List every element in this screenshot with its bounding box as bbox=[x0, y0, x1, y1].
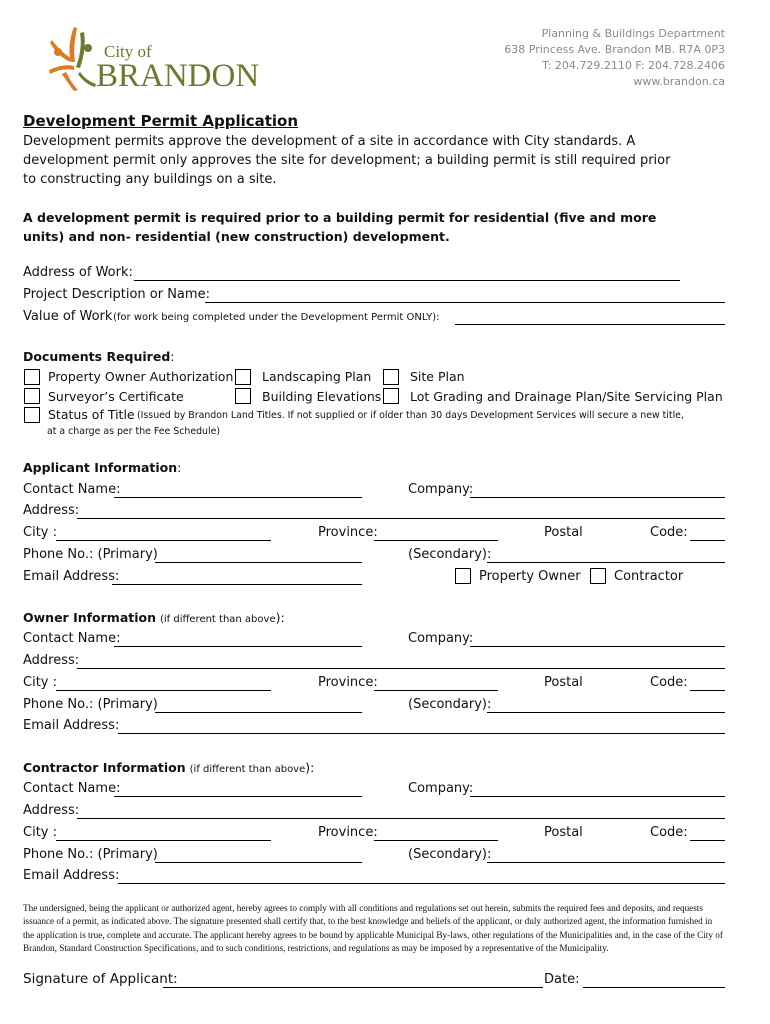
applicant-company-field[interactable] bbox=[470, 497, 725, 498]
contractor-heading bbox=[23, 760, 314, 775]
owner-company-label: Company: bbox=[408, 631, 474, 646]
project-description-label: Project Description or Name: bbox=[23, 287, 210, 302]
owner-phone-field[interactable] bbox=[155, 712, 362, 713]
applicant-code-field[interactable] bbox=[690, 540, 725, 541]
owner-province-field[interactable] bbox=[374, 690, 498, 691]
status-of-title-note-2: at a charge as per the Fee Schedule) bbox=[47, 426, 221, 437]
applicant-phone-label: Phone No.: (Primary) bbox=[23, 547, 158, 562]
owner-heading-close: ): bbox=[275, 610, 285, 625]
logo-figures-icon bbox=[44, 22, 104, 92]
applicant-secondary-field[interactable] bbox=[487, 562, 725, 563]
owner-postal-label: Postal bbox=[544, 675, 583, 690]
contractor-city-label: City : bbox=[23, 825, 57, 840]
address-of-work-label: Address of Work: bbox=[23, 265, 133, 280]
owner-email-label: Email Address: bbox=[23, 718, 120, 733]
applicant-city-field[interactable] bbox=[56, 540, 271, 541]
notice-paragraph: A development permit is required prior to a building permit for residential (five and more units) and non- residential (new construction) development. bbox=[23, 210, 657, 244]
owner-phone-label: Phone No.: (Primary) bbox=[23, 697, 158, 712]
applicant-phone-field[interactable] bbox=[155, 562, 362, 563]
contractor-city-field[interactable] bbox=[56, 840, 271, 841]
contractor-email-label: Email Address: bbox=[23, 868, 120, 883]
owner-heading bbox=[23, 610, 285, 625]
contractor-address-label: Address: bbox=[23, 803, 80, 818]
lot-grading-label: Lot Grading and Drainage Plan/Site Servicing Plan bbox=[410, 389, 723, 404]
applicant-heading-text: Applicant Information bbox=[23, 460, 178, 475]
checkbox-building-elevations[interactable] bbox=[235, 388, 251, 404]
signature-field[interactable] bbox=[163, 987, 543, 988]
logo-city-of: City of bbox=[104, 42, 152, 61]
checkbox-lot-grading[interactable] bbox=[383, 388, 399, 404]
owner-city-field[interactable] bbox=[56, 690, 271, 691]
checkbox-property-owner[interactable] bbox=[455, 568, 471, 584]
owner-contact-field[interactable] bbox=[114, 646, 362, 647]
surveyor-certificate-label: Surveyor’s Certificate bbox=[48, 389, 184, 404]
contractor-phone-label: Phone No.: (Primary) bbox=[23, 847, 158, 862]
contractor-heading-close: ): bbox=[305, 760, 315, 775]
header-dept: Planning & Buildings Department bbox=[541, 27, 725, 40]
contractor-heading-note: (if different than above bbox=[189, 764, 306, 775]
owner-code-field[interactable] bbox=[690, 690, 725, 691]
owner-secondary-label: (Secondary): bbox=[408, 697, 492, 712]
site-plan-label: Site Plan bbox=[410, 369, 465, 384]
owner-city-label: City : bbox=[23, 675, 57, 690]
checkbox-owner-authorization[interactable] bbox=[24, 369, 40, 385]
contractor-label: Contractor bbox=[614, 569, 684, 584]
contractor-email-field[interactable] bbox=[118, 883, 725, 884]
project-description-field[interactable] bbox=[205, 302, 725, 303]
contractor-secondary-field[interactable] bbox=[487, 862, 725, 863]
owner-address-field[interactable] bbox=[77, 668, 725, 669]
applicant-heading-colon: : bbox=[177, 460, 182, 475]
applicant-heading bbox=[23, 460, 181, 475]
header-web[interactable]: www.brandon.ca bbox=[633, 75, 725, 88]
owner-secondary-field[interactable] bbox=[487, 712, 725, 713]
status-of-title-note: (Issued by Brandon Land Titles. If not supplied or if older than 30 days Development Services will secure a new title, bbox=[137, 410, 684, 421]
logo-brandon: BRANDON bbox=[96, 58, 260, 94]
value-of-work-note: (for work being completed under the Development Permit ONLY): bbox=[113, 312, 440, 323]
contractor-heading-text: Contractor Information bbox=[23, 760, 186, 775]
applicant-email-field[interactable] bbox=[112, 584, 362, 585]
owner-province-label: Province: bbox=[318, 675, 378, 690]
value-of-work-label: Value of Work bbox=[23, 309, 113, 324]
contractor-contact-label: Contact Name: bbox=[23, 781, 121, 796]
contractor-province-field[interactable] bbox=[374, 840, 498, 841]
contractor-postal-label: Postal bbox=[544, 825, 583, 840]
contractor-secondary-label: (Secondary): bbox=[408, 847, 492, 862]
owner-heading-note: (if different than above bbox=[160, 614, 276, 625]
applicant-province-field[interactable] bbox=[374, 540, 498, 541]
signature-label: Signature of Applicant: bbox=[23, 971, 178, 987]
checkbox-surveyor-certificate[interactable] bbox=[24, 388, 40, 404]
contractor-company-field[interactable] bbox=[470, 796, 725, 797]
header-contact bbox=[504, 26, 725, 90]
property-owner-label: Property Owner bbox=[479, 569, 581, 584]
applicant-secondary-label: (Secondary): bbox=[408, 547, 492, 562]
address-of-work-field[interactable] bbox=[134, 280, 680, 281]
documents-heading bbox=[23, 349, 174, 364]
landscaping-plan-label: Landscaping Plan bbox=[262, 369, 372, 384]
applicant-address-field[interactable] bbox=[77, 518, 725, 519]
owner-contact-label: Contact Name: bbox=[23, 631, 121, 646]
checkbox-site-plan[interactable] bbox=[383, 369, 399, 385]
contractor-address-field[interactable] bbox=[77, 818, 725, 819]
contractor-company-label: Company: bbox=[408, 781, 474, 796]
page-title: Development Permit Application bbox=[23, 112, 299, 130]
checkbox-landscaping-plan[interactable] bbox=[235, 369, 251, 385]
owner-code-label: Code: bbox=[650, 675, 688, 690]
contractor-province-label: Province: bbox=[318, 825, 378, 840]
applicant-company-label: Company: bbox=[408, 482, 474, 497]
owner-company-field[interactable] bbox=[470, 646, 725, 647]
owner-address-label: Address: bbox=[23, 653, 80, 668]
owner-email-field[interactable] bbox=[118, 733, 725, 734]
applicant-contact-field[interactable] bbox=[114, 497, 362, 498]
building-elevations-label: Building Elevations bbox=[262, 389, 382, 404]
applicant-province-label: Province: bbox=[318, 525, 378, 540]
owner-heading-text: Owner Information bbox=[23, 610, 157, 625]
intro-paragraph: Development permits approve the development of a site in accordance with City standards. A development permit only approves the site for development; a building permit is still required prior to constructing any buildings on a site. bbox=[23, 134, 671, 187]
documents-heading-text: Documents Required bbox=[23, 349, 171, 364]
applicant-city-label: City : bbox=[23, 525, 57, 540]
legal-declaration: The undersigned, being the applicant or authorized agent, hereby agrees to comply with all conditions and regulations set out herein, submits the required fees and deposits, and requests issuance of a permit, as indicated above. The signature presented shall certify that, to the best knowledge and beliefs of the applicant, or duly authorized agent, the information furnished in the application is true, complete and accurate. The applicant hereby agrees to be bound by applicable Municipal By-laws, other regulations of the Municipalities and, in the case of the City of Brandon, Standard Construction Specifications, and to such conditions, restrictions, and regulations as may be imposed by a representative of the Municipality. bbox=[23, 903, 723, 954]
checkbox-contractor[interactable] bbox=[590, 568, 606, 584]
contractor-phone-field[interactable] bbox=[155, 862, 362, 863]
city-logo bbox=[44, 22, 294, 94]
documents-heading-colon: : bbox=[170, 349, 175, 364]
checkbox-status-of-title[interactable] bbox=[24, 407, 40, 423]
header-address: 638 Princess Ave. Brandon MB. R7A 0P3 bbox=[504, 43, 725, 56]
status-of-title-label: Status of Title bbox=[48, 407, 135, 422]
contractor-contact-field[interactable] bbox=[114, 796, 362, 797]
owner-authorization-label: Property Owner Authorization bbox=[48, 369, 234, 384]
applicant-contact-label: Contact Name: bbox=[23, 482, 121, 497]
applicant-address-label: Address: bbox=[23, 503, 80, 518]
date-label: Date: bbox=[544, 972, 580, 987]
contractor-code-field[interactable] bbox=[690, 840, 725, 841]
header-phone: T: 204.729.2110 F: 204.728.2406 bbox=[542, 59, 725, 72]
contractor-code-label: Code: bbox=[650, 825, 688, 840]
applicant-code-label: Code: bbox=[650, 525, 688, 540]
value-of-work-field[interactable] bbox=[455, 324, 725, 325]
applicant-email-label: Email Address: bbox=[23, 569, 120, 584]
applicant-postal-label: Postal bbox=[544, 525, 583, 540]
date-field[interactable] bbox=[583, 987, 725, 988]
